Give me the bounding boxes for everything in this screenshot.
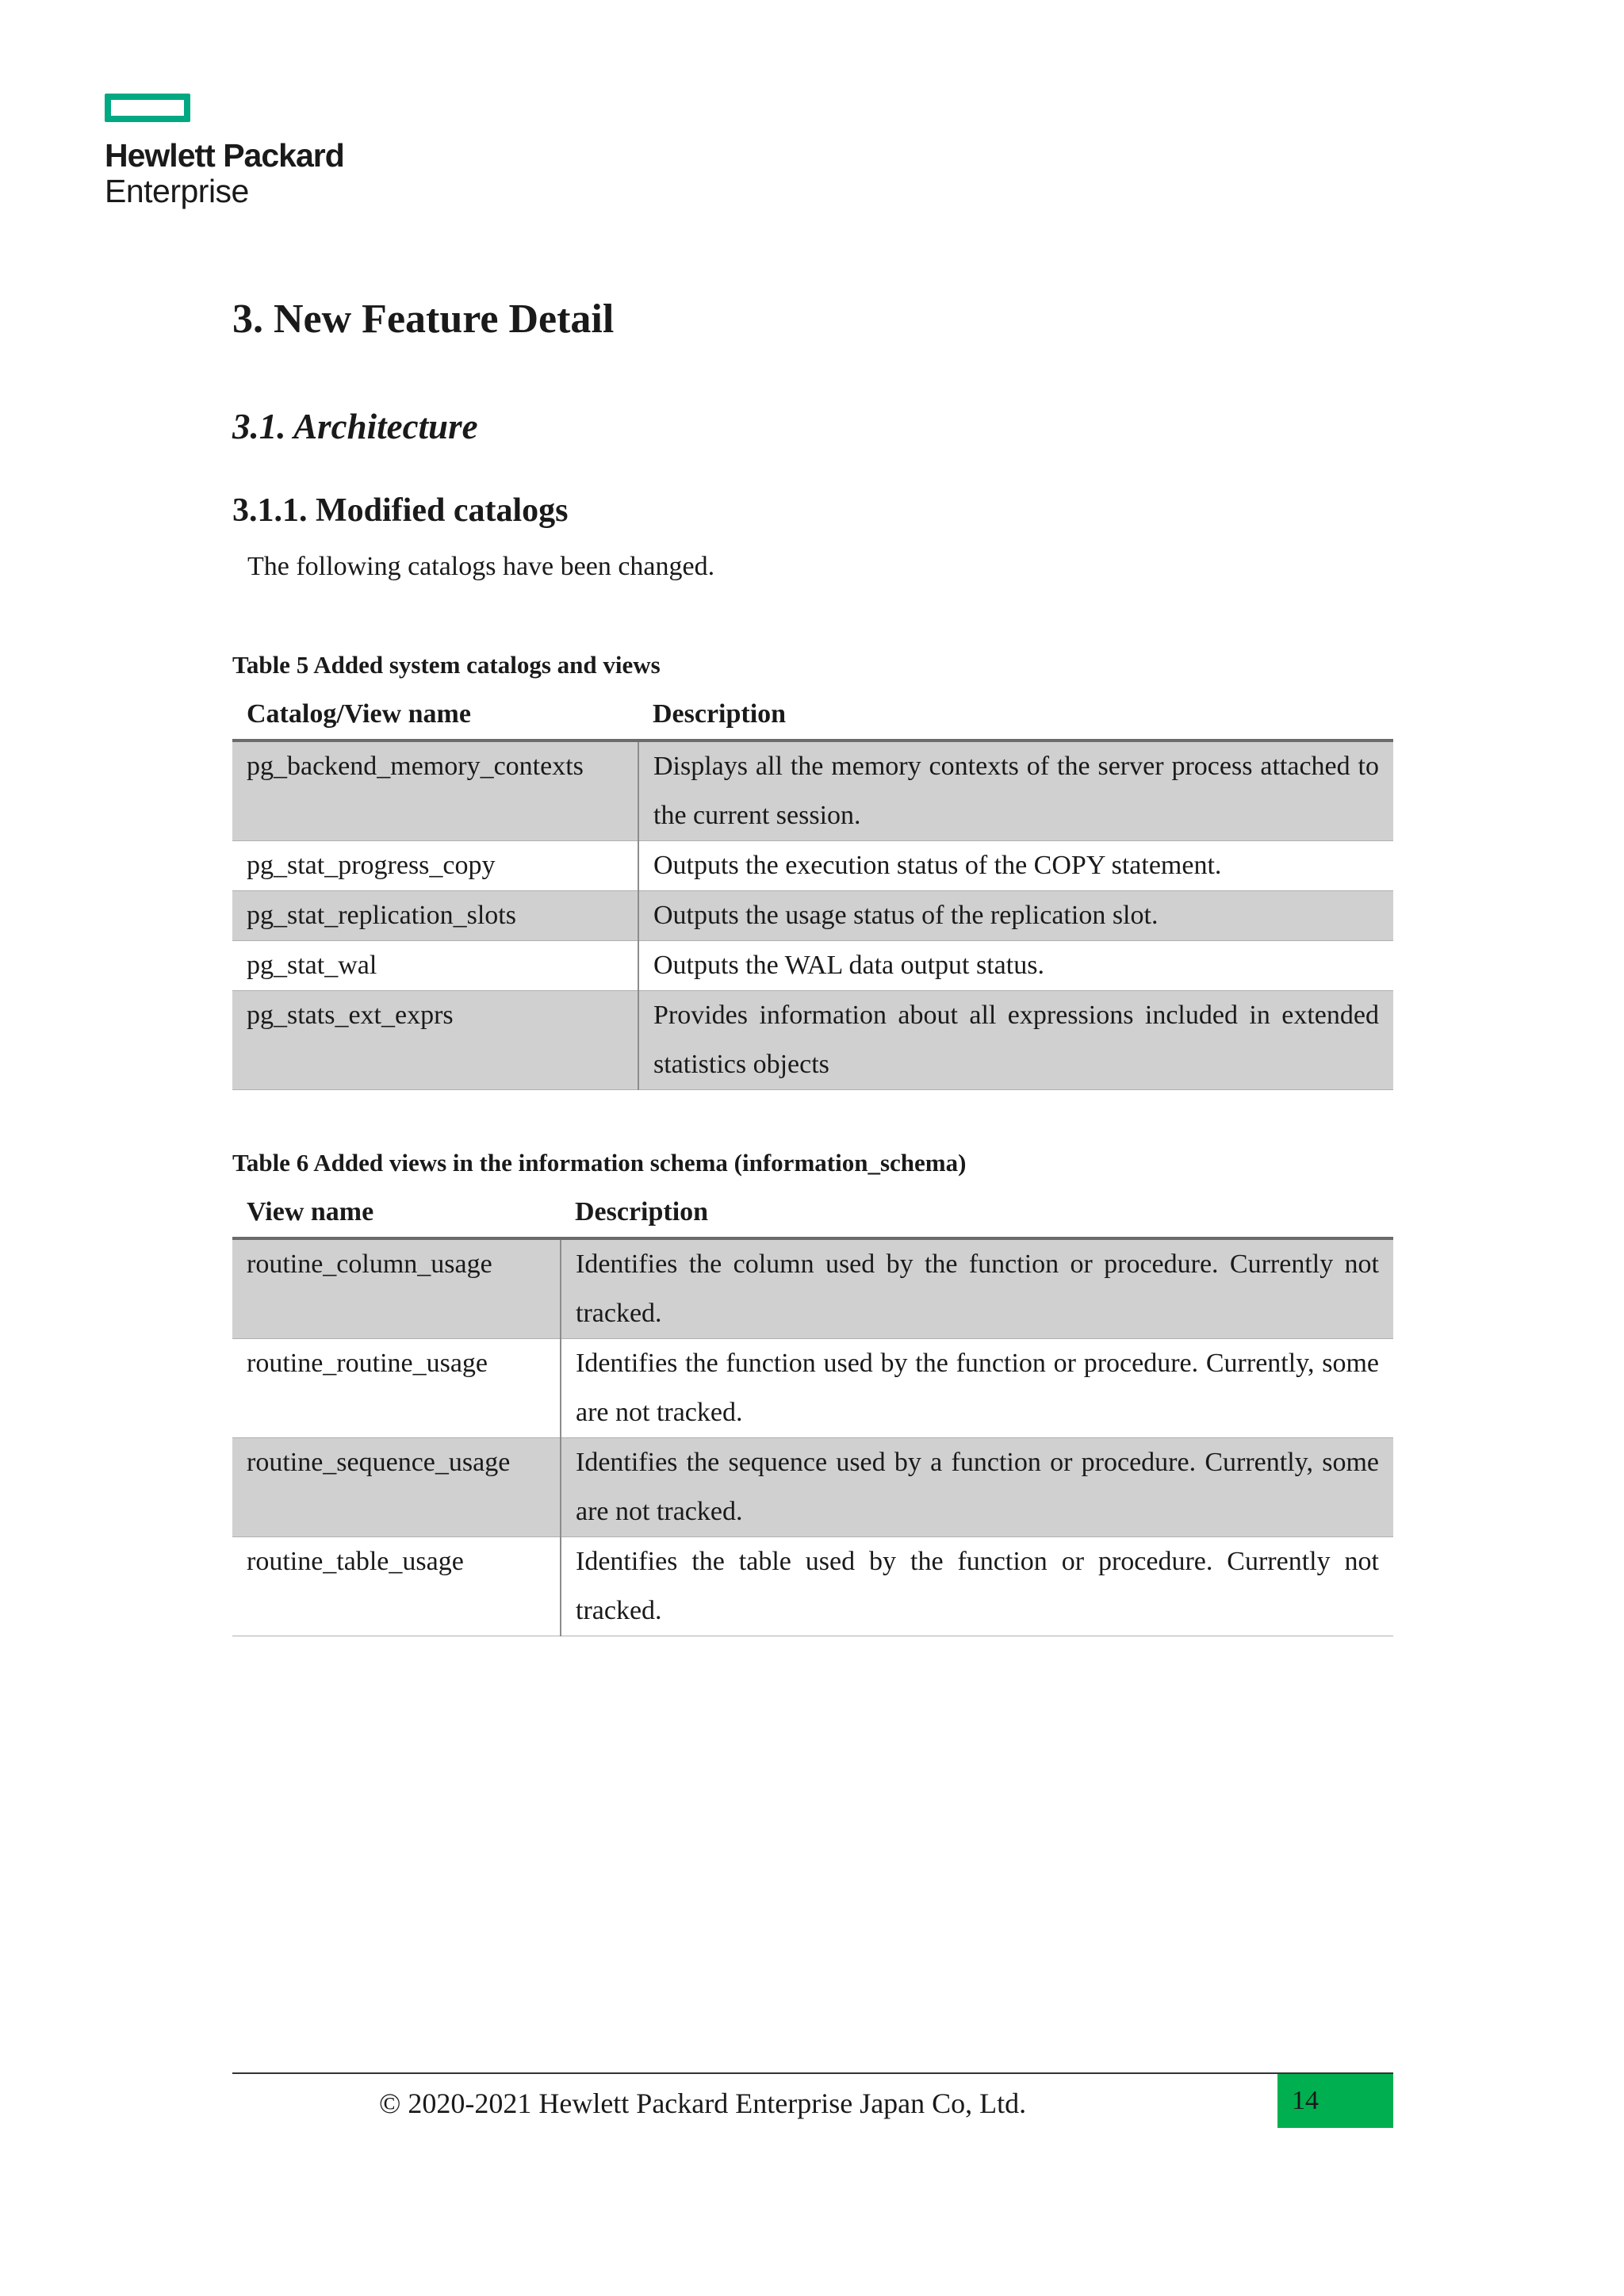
table5-header-row bbox=[232, 690, 1393, 740]
table-cell-desc: Identifies the function used by the function or procedure. Currently, some are not tracked. bbox=[561, 1339, 1393, 1438]
subsubsection-heading: 3.1.1. Modified catalogs bbox=[232, 492, 569, 529]
table6 bbox=[232, 1188, 1393, 1636]
table-row bbox=[232, 1537, 1393, 1636]
table-cell-desc: Provides information about all expressions included in extended statistics objects bbox=[638, 991, 1393, 1090]
hpe-logo bbox=[105, 94, 344, 209]
table-cell-name: pg_stats_ext_exprs bbox=[232, 991, 638, 1090]
table6-header-name: View name bbox=[232, 1188, 561, 1238]
section-heading: 3. New Feature Detail bbox=[232, 297, 615, 342]
table-row bbox=[232, 841, 1393, 891]
table-cell-desc: Identifies the sequence used by a function or procedure. Currently, some are not tracked. bbox=[561, 1438, 1393, 1537]
table-row bbox=[232, 991, 1393, 1090]
table5-header-desc: Description bbox=[638, 690, 1393, 740]
table-cell-name: pg_stat_progress_copy bbox=[232, 841, 638, 891]
hpe-logo-bar-icon bbox=[105, 94, 190, 122]
table-row bbox=[232, 1339, 1393, 1438]
table-row bbox=[232, 941, 1393, 991]
table-cell-desc: Outputs the WAL data output status. bbox=[638, 941, 1393, 991]
table-cell-desc: Outputs the execution status of the COPY statement. bbox=[638, 841, 1393, 891]
table-cell-name: routine_column_usage bbox=[232, 1238, 561, 1339]
table-cell-name: pg_stat_wal bbox=[232, 941, 638, 991]
table-cell-desc: Identifies the column used by the function or procedure. Currently not tracked. bbox=[561, 1238, 1393, 1339]
table-cell-name: pg_backend_memory_contexts bbox=[232, 740, 638, 841]
page-number-badge: 14 bbox=[1277, 2074, 1393, 2128]
footer-divider bbox=[232, 2072, 1393, 2074]
table-row bbox=[232, 1238, 1393, 1339]
table6-header-row bbox=[232, 1188, 1393, 1238]
table5 bbox=[232, 690, 1393, 1090]
table-cell-name: pg_stat_replication_slots bbox=[232, 891, 638, 941]
table-cell-name: routine_table_usage bbox=[232, 1537, 561, 1636]
table-row bbox=[232, 891, 1393, 941]
subsection-heading: 3.1. Architecture bbox=[232, 407, 478, 446]
table-cell-name: routine_sequence_usage bbox=[232, 1438, 561, 1537]
intro-paragraph: The following catalogs have been changed. bbox=[247, 552, 715, 581]
table5-header-name: Catalog/View name bbox=[232, 690, 638, 740]
table-cell-desc: Displays all the memory contexts of the server process attached to the current session. bbox=[638, 740, 1393, 841]
logo-text-line2: Enterprise bbox=[105, 173, 249, 209]
footer-copyright: © 2020-2021 Hewlett Packard Enterprise Japan Co, Ltd. bbox=[379, 2087, 1027, 2119]
table-cell-desc: Outputs the usage status of the replication slot. bbox=[638, 891, 1393, 941]
table-cell-desc: Identifies the table used by the function or procedure. Currently not tracked. bbox=[561, 1537, 1393, 1636]
table5-caption: Table 5 Added system catalogs and views bbox=[232, 651, 661, 679]
table6-caption: Table 6 Added views in the information schema (information_schema) bbox=[232, 1149, 967, 1177]
table-row bbox=[232, 1438, 1393, 1537]
table-cell-name: routine_routine_usage bbox=[232, 1339, 561, 1438]
table-row bbox=[232, 740, 1393, 841]
table6-header-desc: Description bbox=[561, 1188, 1393, 1238]
logo-text-line1: Hewlett Packard bbox=[105, 137, 344, 174]
